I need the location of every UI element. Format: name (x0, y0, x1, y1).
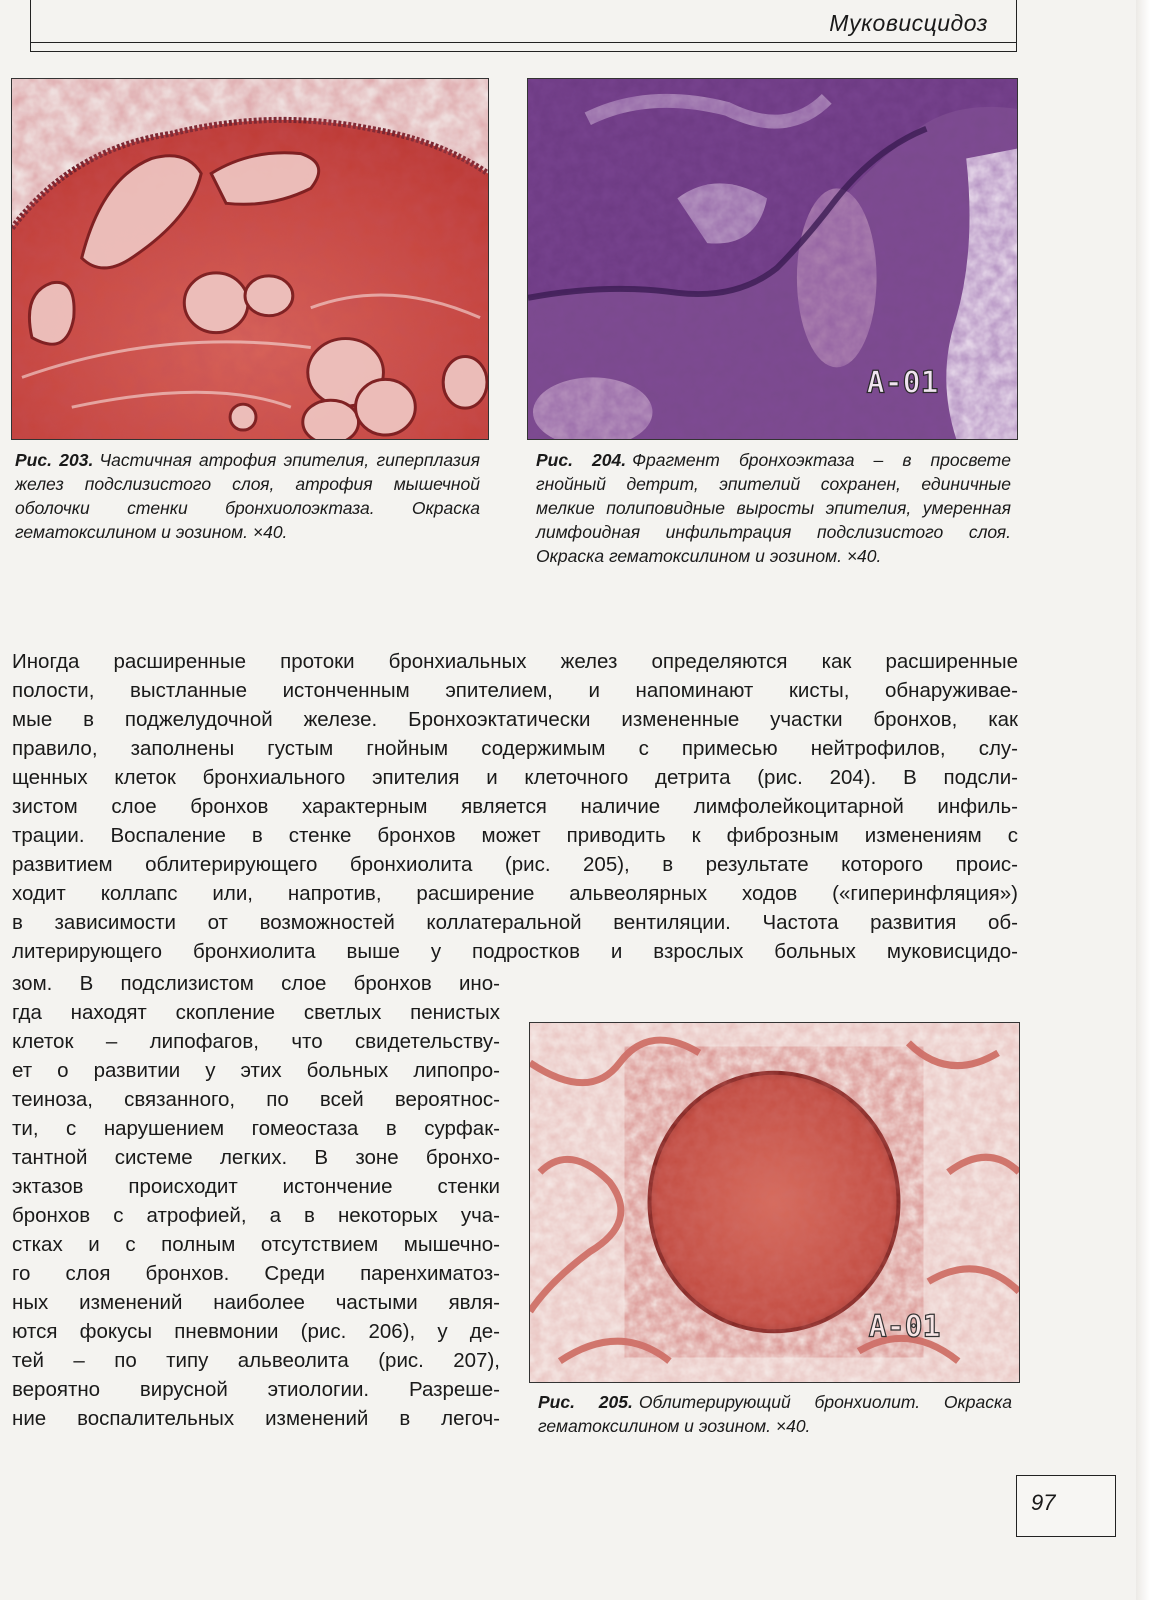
figure-205-overlay-label: A-01 (868, 1309, 941, 1345)
body-line: ние воспалительных изменений в легоч- (12, 1407, 500, 1430)
header-rule (31, 42, 1016, 43)
figure-203-caption-text: Частичная атрофия эпителия, гиперплазия желез подслизистого слоя, атрофия мышечной оболочки стенки бронхиолоэктаза. Окраска гематоксилином и эозином. ×40. (15, 450, 480, 542)
page-number-box (1016, 1475, 1116, 1537)
figure-203-label: Рис. 203. (15, 450, 94, 470)
figure-204-caption (536, 448, 1011, 568)
body-line: клеток – липофагов, что свидетельству- (12, 1030, 500, 1053)
body-line: го слоя бронхов. Среди паренхиматоз- (12, 1262, 500, 1285)
body-line: тантной системе легких. В зоне бронхо- (12, 1146, 500, 1169)
body-line: теиноза, связанного, по всей вероятнос- (12, 1088, 500, 1111)
body-line: эктазов происходит истончение стенки (12, 1175, 500, 1198)
body-line: полости, выстланные истонченным эпителием, и напоминают кисты, обнаруживае- (12, 679, 1018, 702)
body-line: в зависимости от возможностей коллатеральной вентиляции. Частота развития об- (12, 911, 1018, 934)
figure-205-label: Рис. 205. (538, 1392, 633, 1412)
body-line: ются фокусы пневмонии (рис. 206), у де- (12, 1320, 500, 1343)
body-line: зом. В подслизистом слое бронхов ино- (12, 972, 500, 995)
figure-203-image (11, 78, 489, 440)
body-line: развитием облитерирующего бронхиолита (рис. 205), в результате которого проис- (12, 853, 1018, 876)
body-line: Иногда расширенные протоки бронхиальных желез определяются как расширенные (12, 650, 1018, 673)
figure-204-image (527, 78, 1018, 440)
page-number: 97 (1031, 1490, 1056, 1515)
body-line: ти, с нарушением гомеостаза в сурфак- (12, 1117, 500, 1140)
body-line: вероятно вирусной этиологии. Разреше- (12, 1378, 500, 1401)
body-line: трации. Воспаление в стенке бронхов может приводить к фиброзным изменениям с (12, 824, 1018, 847)
figure-204-label: Рис. 204. (536, 450, 627, 470)
body-line: тей – по типу альвеолита (рис. 207), (12, 1349, 500, 1372)
figure-205-image (529, 1022, 1020, 1383)
figure-204-caption-text: Фрагмент бронхоэктаза – в просвете гнойный детрит, эпителий сохранен, единичные мелкие полиповидные выросты эпителия, умеренная лимфоидная инфильтрация подслизистого слоя. Окраска гематоксилином и эозином. ×40. (536, 450, 1011, 566)
body-line: правило, заполнены густым гнойным содержимым с примесью нейтрофилов, слу- (12, 737, 1018, 760)
figure-203-caption (15, 448, 480, 544)
body-line: щенных клеток бронхиального эпителия и клеточного детрита (рис. 204). В подсли- (12, 766, 1018, 789)
body-line: ных изменений наиболее частыми явля- (12, 1291, 500, 1314)
running-head-title: Муковисцидоз (829, 10, 988, 36)
body-line: гда находят скопление светлых пенистых (12, 1001, 500, 1024)
body-line: зистом слое бронхов характерным является наличие лимфолейкоцитарной инфиль- (12, 795, 1018, 818)
page-edge (1136, 0, 1150, 1600)
body-text-full-width (12, 647, 1018, 966)
figure-205-caption-text: Облитерирующий бронхиолит. Окраска гематоксилином и эозином. ×40. (538, 1392, 1012, 1436)
body-line: литерирующего бронхиолита выше у подростков и взрослых больных муковисцидо- (12, 940, 1018, 963)
body-line: ходит коллапс или, напротив, расширение альвеолярных ходов («гиперинфляция») (12, 882, 1018, 905)
body-line: стках и с полным отсутствием мышечно- (12, 1233, 500, 1256)
figure-205-caption (538, 1390, 1012, 1438)
body-line: ет о развитии у этих больных липопро- (12, 1059, 500, 1082)
running-header (30, 0, 1017, 52)
body-line: бронхов с атрофией, а в некоторых уча- (12, 1204, 500, 1227)
figure-204-overlay-label: A-01 (866, 365, 939, 401)
body-line: мые в поджелудочной железе. Бронхоэктатически измененные участки бронхов, как (12, 708, 1018, 731)
body-text-column (12, 969, 500, 1433)
